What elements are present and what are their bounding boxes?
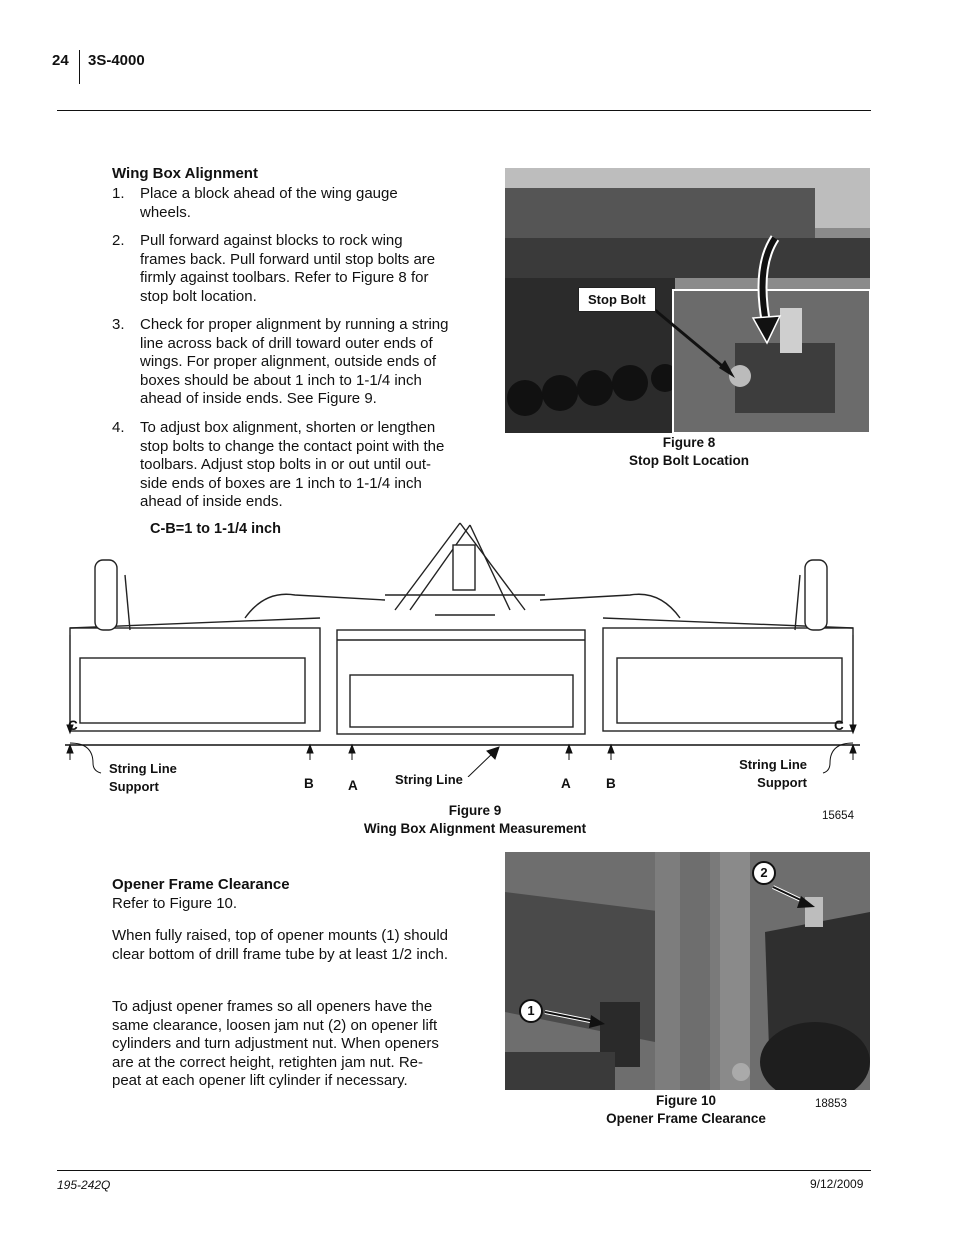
figure-8-caption: [600, 434, 778, 470]
label-b-right: B: [606, 776, 616, 791]
support-left-line1: String Line: [109, 761, 177, 776]
figure-10-photo: [505, 852, 870, 1090]
step-text: Check for proper alignment by running a string line across back of drill toward outer ends of wings. For proper alignment, outside ends of boxes should be about 1 inch to 1-1/4 inch ahead of inside ends. See Figure 9.: [140, 316, 449, 407]
figure-10-ref: 18853: [815, 1098, 847, 1110]
opener-frame-photo-illustration: [505, 852, 870, 1090]
figure-9-label: Figure 9: [448, 803, 502, 818]
figure-8-photo: [505, 168, 870, 433]
bottom-rule: [57, 1170, 871, 1171]
label-a-left: A: [348, 778, 358, 793]
header-divider: [79, 50, 80, 84]
stop-bolt-callout: Stop Bolt: [578, 287, 656, 312]
label-b-left: B: [304, 776, 314, 791]
figure-9-caption: [330, 802, 620, 838]
wing-box-diagram: [55, 515, 875, 777]
support-right-line1: String Line: [739, 757, 807, 772]
opener-heading: Opener Frame Clearance: [112, 876, 290, 893]
document-number: 195-242Q: [57, 1178, 111, 1192]
step-text: To adjust box alignment, shorten or lengthen stop bolts to change the contact point with the toolbars. Adjust stop bolts in or out until out-side ends of boxes are 1 inch to 1-1/4 inch ahead of inside ends.: [140, 419, 445, 510]
step-text: Pull forward against blocks to rock wing frames back. Pull forward until stop bolts are firmly against toolbars. Refer to Figure 8 for stop bolt location.: [140, 232, 436, 305]
step-number: 3.: [112, 316, 125, 333]
opener-ref: Refer to Figure 10.: [112, 895, 238, 912]
figure-8-label: Figure 8: [662, 435, 716, 450]
figure-10-title: Opener Frame Clearance: [606, 1111, 766, 1126]
label-c-right: C: [834, 718, 844, 733]
step-number: 1.: [112, 185, 125, 202]
figure-10-caption: [590, 1092, 782, 1128]
string-line-support-right: [712, 756, 807, 792]
string-line-support-left: [109, 760, 177, 796]
stop-bolt-photo-illustration: [505, 168, 870, 433]
model-name: 3S-4000: [88, 52, 145, 69]
support-right-line2: Support: [757, 775, 807, 790]
figure-9-title: Wing Box Alignment Measurement: [363, 821, 587, 836]
alignment-formula: C-B=1 to 1-1/4 inch: [150, 521, 281, 537]
step-text: Place a block ahead of the wing gauge wheels.: [140, 185, 398, 221]
label-c-left: C: [68, 718, 78, 733]
opener-adjust-text: To adjust opener frames so all openers have the same clearance, loosen jam nut (2) on opener lift cylinders and turn adjustment nut. When openers are at the correct height, retighten jam nut. Re-peat at each opener lift cylinder if necessary.: [112, 998, 439, 1089]
figure-8-title: Stop Bolt Location: [629, 453, 749, 468]
string-line-label: String Line: [395, 772, 463, 787]
support-left-line2: Support: [109, 779, 159, 794]
page-number: 24: [52, 52, 69, 69]
top-rule: [57, 110, 871, 111]
step-number: 2.: [112, 232, 125, 249]
step-number: 4.: [112, 419, 125, 436]
callout-2: 2: [752, 861, 776, 885]
opener-clearance-text: When fully raised, top of opener mounts (1) should clear bottom of drill frame tube by at least 1/2 inch.: [112, 927, 449, 963]
figure-9-ref: 15654: [822, 810, 854, 822]
callout-1: 1: [519, 999, 543, 1023]
label-a-right: A: [561, 776, 571, 791]
document-date: 9/12/2009: [810, 1177, 864, 1191]
wing-box-heading: Wing Box Alignment: [112, 165, 258, 182]
figure-10-label: Figure 10: [655, 1093, 717, 1108]
